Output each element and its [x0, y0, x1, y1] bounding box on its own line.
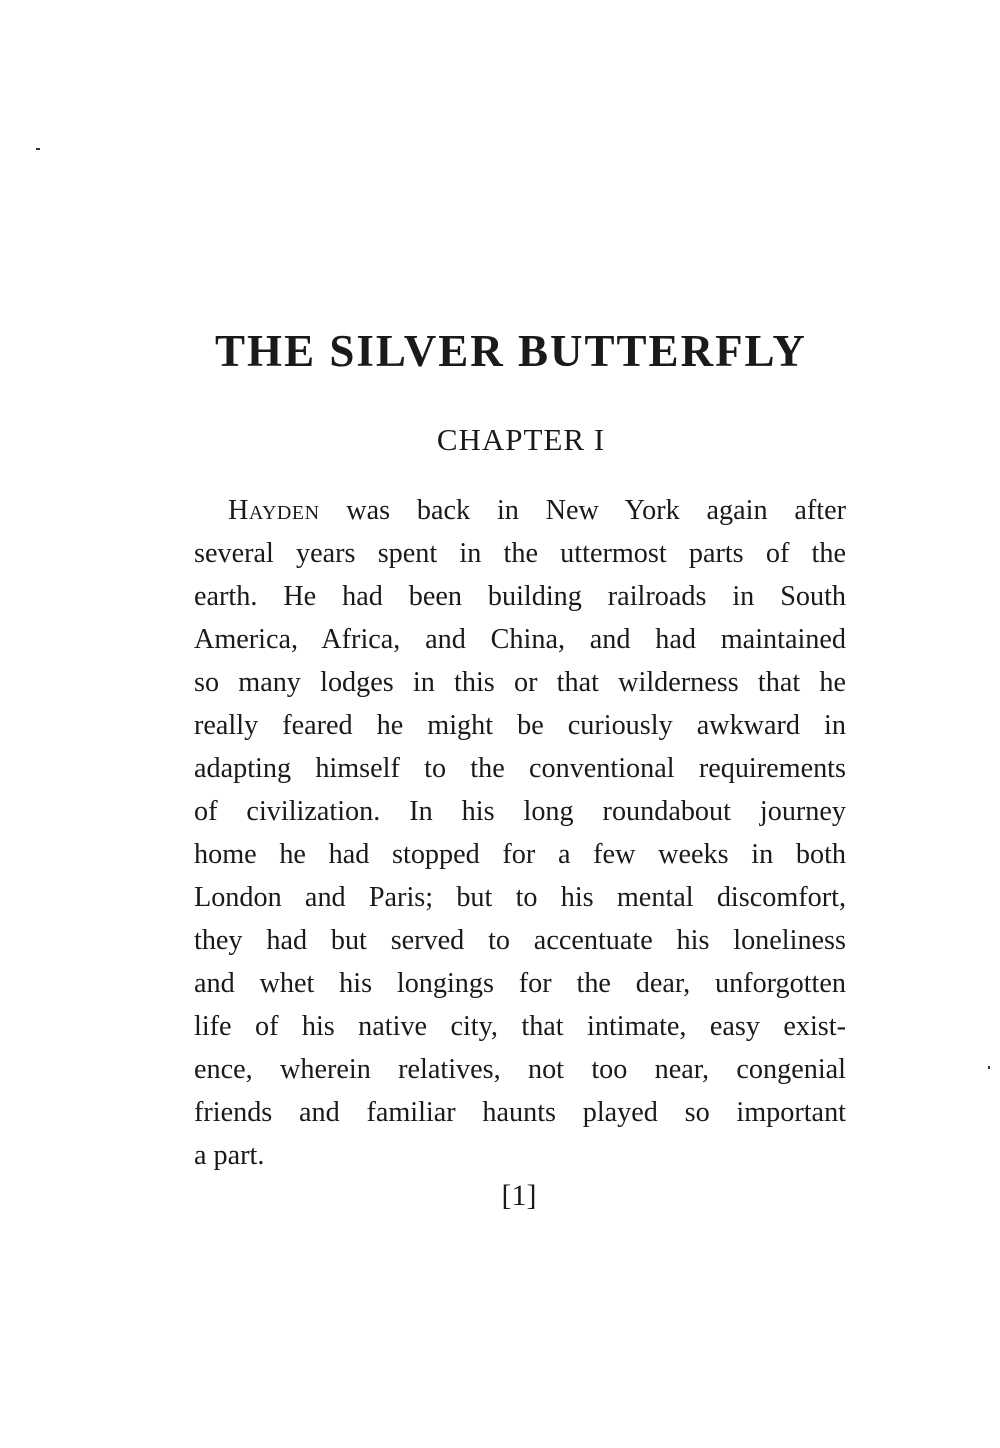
text-line: home he had stopped for a few weeks in both: [194, 839, 846, 870]
text-line: America, Africa, and China, and had maintained: [194, 624, 846, 655]
text-line: London and Paris; but to his mental discomfort,: [194, 882, 846, 913]
text-line: of civilization. In his long roundabout journey: [194, 796, 846, 827]
text-line: ence, wherein relatives, not too near, congenial: [194, 1054, 846, 1085]
text-line: they had but served to accentuate his loneliness: [194, 925, 846, 956]
text-line: so many lodges in this or that wilderness that he: [194, 667, 846, 698]
book-title: THE SILVER BUTTERFLY: [215, 326, 807, 376]
print-speck: [36, 148, 40, 150]
text-line: earth. He had been building railroads in South: [194, 581, 846, 612]
text-line: really feared he might be curiously awkward in: [194, 710, 846, 741]
text-line: a part.: [194, 1140, 265, 1171]
chapter-body: [194, 489, 846, 1177]
text-line: several years spent in the uttermost parts of the: [194, 538, 846, 569]
text-line: and whet his longings for the dear, unforgotten: [194, 968, 846, 999]
print-speck: [988, 1066, 990, 1069]
text-line: [194, 489, 846, 532]
text-line: life of his native city, that intimate, easy exist-: [194, 1011, 846, 1042]
page-number: [1]: [501, 1179, 537, 1212]
text-line-content: was back in New York again after: [319, 495, 846, 526]
chapter-heading: CHAPTER I: [436, 422, 606, 457]
text-line: adapting himself to the conventional requirements: [194, 753, 846, 784]
text-line: friends and familiar haunts played so important: [194, 1097, 846, 1128]
opening-word: Hayden: [228, 495, 320, 526]
